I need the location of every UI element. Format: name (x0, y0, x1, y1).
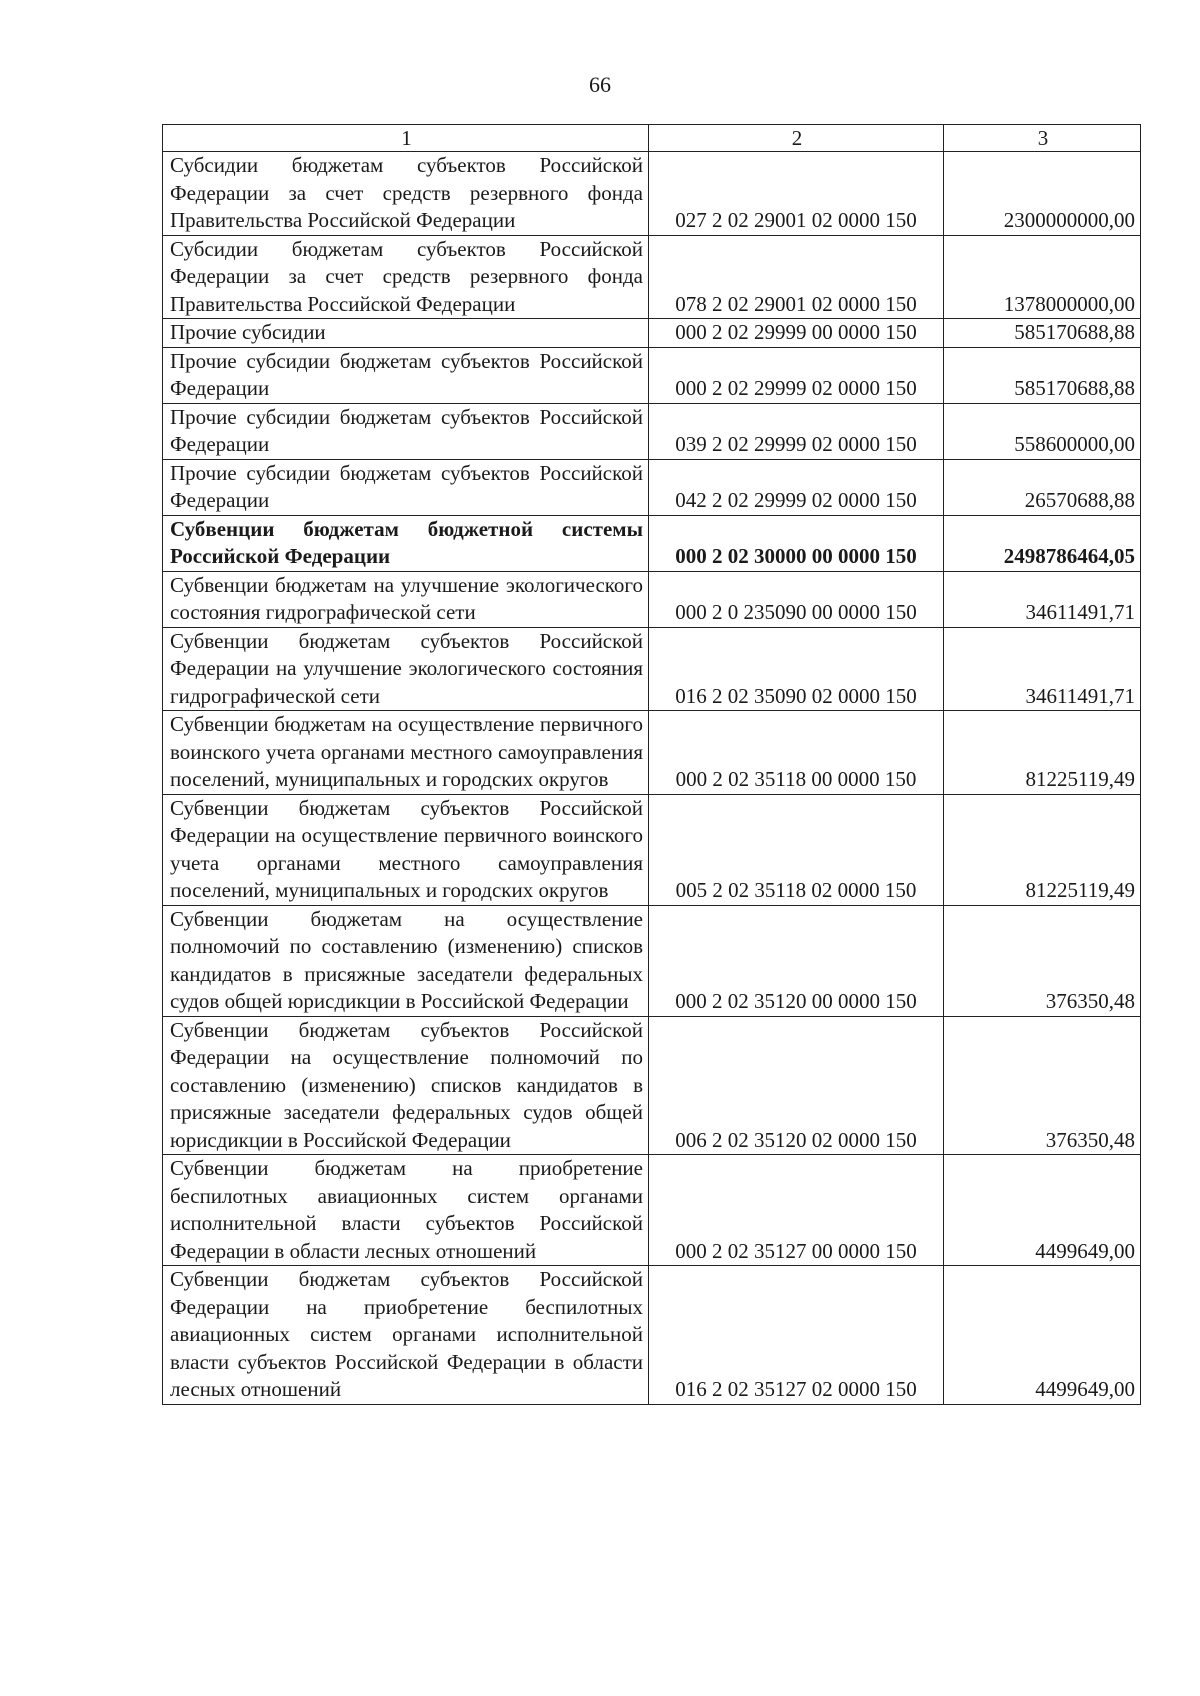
table-row-total (163, 515, 1141, 571)
row-name: Прочие субсидии бюджетам субъектов Российской Федерации (163, 403, 649, 459)
row-name: Прочие субсидии бюджетам субъектов Российской Федерации (163, 459, 649, 515)
table-row (163, 1016, 1141, 1155)
row-code: 000 2 0 235090 00 0000 150 (649, 571, 944, 627)
page-number: 66 (589, 72, 611, 97)
table-row (163, 627, 1141, 711)
row-amount: 376350,48 (944, 905, 1141, 1016)
table-row (163, 711, 1141, 795)
row-amount: 34611491,71 (944, 571, 1141, 627)
table-row (163, 459, 1141, 515)
row-name: Субвенции бюджетам на осуществление первичного воинского учета органами местного самоуправления поселений, муниципальных и городских округов (163, 711, 649, 795)
row-name: Субсидии бюджетам субъектов Российской Федерации за счет средств резервного фонда Правительства Российской Федерации (163, 235, 649, 319)
row-code: 027 2 02 29001 02 0000 150 (649, 152, 944, 236)
row-amount: 4499649,00 (944, 1155, 1141, 1266)
row-amount: 2300000000,00 (944, 152, 1141, 236)
budget-table (162, 124, 1141, 1405)
table-row (163, 571, 1141, 627)
row-amount: 585170688,88 (944, 319, 1141, 348)
table-row (163, 235, 1141, 319)
row-code: 042 2 02 29999 02 0000 150 (649, 459, 944, 515)
row-code: 000 2 02 35120 00 0000 150 (649, 905, 944, 1016)
column-header-2: 2 (649, 125, 944, 152)
row-amount: 81225119,49 (944, 711, 1141, 795)
row-amount: 81225119,49 (944, 794, 1141, 905)
row-name: Субвенции бюджетам на приобретение беспилотных авиационных систем органами исполнительной власти субъектов Российской Федерации в области лесных отношений (163, 1155, 649, 1266)
row-amount: 376350,48 (944, 1016, 1141, 1155)
row-name: Субвенции бюджетам на осуществление полномочий по составлению (изменению) списков кандидатов в присяжные заседатели федеральных судов общей юрисдикции в Российской Федерации (163, 905, 649, 1016)
row-amount: 585170688,88 (944, 347, 1141, 403)
row-code: 016 2 02 35090 02 0000 150 (649, 627, 944, 711)
row-code: 016 2 02 35127 02 0000 150 (649, 1266, 944, 1405)
row-code: 000 2 02 29999 00 0000 150 (649, 319, 944, 348)
table-row (163, 347, 1141, 403)
row-amount: 1378000000,00 (944, 235, 1141, 319)
row-name: Прочие субсидии (163, 319, 649, 348)
row-code: 000 2 02 30000 00 0000 150 (649, 515, 944, 571)
table-row (163, 319, 1141, 348)
column-header-3: 3 (944, 125, 1141, 152)
row-name: Субвенции бюджетам на улучшение экологического состояния гидрографической сети (163, 571, 649, 627)
table-row (163, 794, 1141, 905)
row-name: Субвенции бюджетам субъектов Российской Федерации на осуществление полномочий по составлению (изменению) списков кандидатов в присяжные заседатели федеральных судов общей юрисдикции в Российской Федерации (163, 1016, 649, 1155)
row-amount: 558600000,00 (944, 403, 1141, 459)
row-code: 005 2 02 35118 02 0000 150 (649, 794, 944, 905)
column-header-1: 1 (163, 125, 649, 152)
table-row (163, 403, 1141, 459)
row-amount: 2498786464,05 (944, 515, 1141, 571)
row-code: 039 2 02 29999 02 0000 150 (649, 403, 944, 459)
table-row (163, 152, 1141, 236)
row-name: Субвенции бюджетам субъектов Российской Федерации на улучшение экологического состояния гидрографической сети (163, 627, 649, 711)
table-header-row (163, 125, 1141, 152)
row-amount: 4499649,00 (944, 1266, 1141, 1405)
table-row (163, 905, 1141, 1016)
row-name: Субвенции бюджетам субъектов Российской Федерации на приобретение беспилотных авиационных систем органами исполнительной власти субъектов Российской Федерации в области лесных отношений (163, 1266, 649, 1405)
row-name: Субвенции бюджетам бюджетной системы Российской Федерации (163, 515, 649, 571)
row-code: 000 2 02 29999 02 0000 150 (649, 347, 944, 403)
row-code: 000 2 02 35118 00 0000 150 (649, 711, 944, 795)
row-amount: 26570688,88 (944, 459, 1141, 515)
row-name: Субвенции бюджетам субъектов Российской Федерации на осуществление первичного воинского учета органами местного самоуправления поселений, муниципальных и городских округов (163, 794, 649, 905)
row-code: 000 2 02 35127 00 0000 150 (649, 1155, 944, 1266)
row-name: Прочие субсидии бюджетам субъектов Российской Федерации (163, 347, 649, 403)
table-row (163, 1155, 1141, 1266)
row-code: 006 2 02 35120 02 0000 150 (649, 1016, 944, 1155)
row-amount: 34611491,71 (944, 627, 1141, 711)
row-name: Субсидии бюджетам субъектов Российской Федерации за счет средств резервного фонда Правительства Российской Федерации (163, 152, 649, 236)
row-code: 078 2 02 29001 02 0000 150 (649, 235, 944, 319)
table-row (163, 1266, 1141, 1405)
